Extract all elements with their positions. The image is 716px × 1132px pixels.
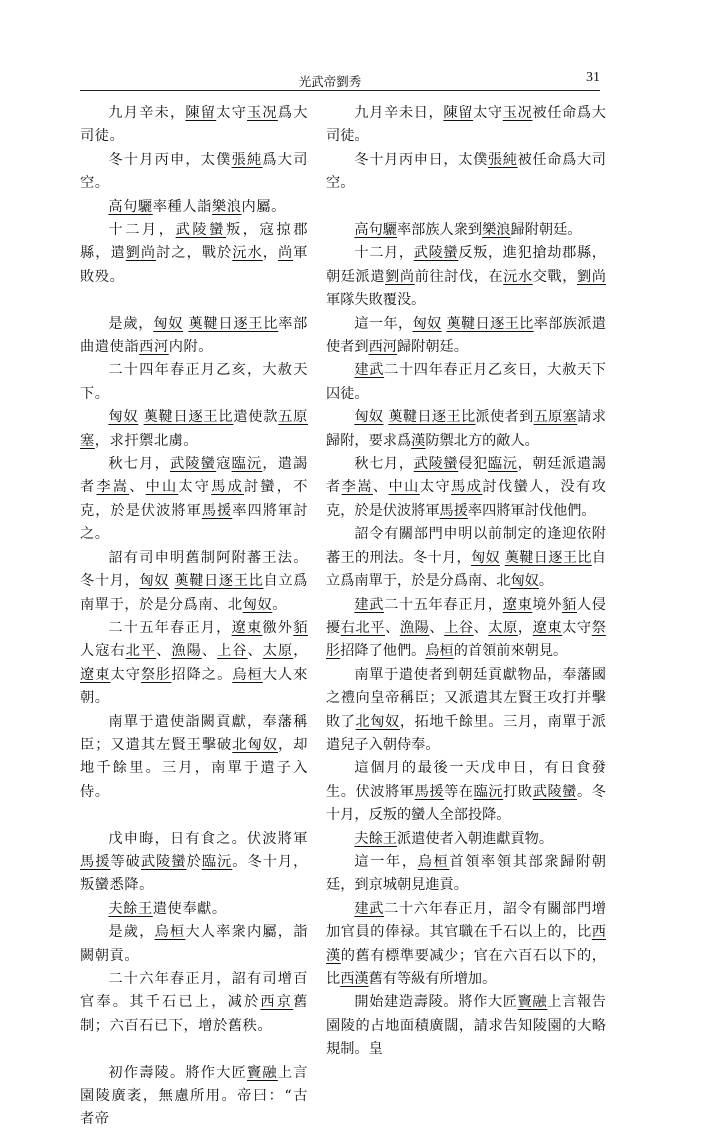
proper-noun: 薁鞬日逐王比 bbox=[188, 315, 279, 332]
proper-noun: 馬援 bbox=[439, 502, 468, 519]
text-run: 舊制；六百石已下，增於舊秩。 bbox=[80, 994, 309, 1034]
text-run: 十二月， bbox=[108, 222, 176, 239]
proper-noun: 遼東 bbox=[502, 596, 533, 613]
proper-noun: 高句驪 bbox=[354, 222, 397, 239]
proper-noun: 玉况 bbox=[502, 105, 533, 121]
proper-noun: 漢 bbox=[411, 432, 426, 449]
proper-noun: 臨沅 bbox=[487, 456, 518, 473]
text-run: 、 bbox=[156, 643, 172, 660]
proper-noun: 夫餘王 bbox=[108, 900, 153, 917]
text-run: 自立爲南單于，於是分爲南、北 bbox=[326, 549, 606, 590]
proper-noun: 馬援 bbox=[201, 502, 233, 519]
text-run: 徼外 bbox=[262, 619, 294, 636]
proper-noun: 武陵蠻 bbox=[169, 456, 217, 473]
text-run: 。冬十月，叛蠻悉降。 bbox=[80, 853, 308, 894]
proper-noun: 武陵蠻 bbox=[413, 456, 459, 473]
proper-noun: 五原塞 bbox=[533, 409, 578, 426]
translation-column bbox=[326, 102, 606, 1062]
classical-text-column bbox=[80, 102, 308, 1132]
text-run: 戊申晦，日有食之。伏波將軍 bbox=[108, 830, 308, 847]
proper-noun: 上谷 bbox=[217, 643, 248, 660]
text-run: 爲大司空。 bbox=[80, 151, 308, 192]
proper-noun: 中山 bbox=[145, 479, 179, 496]
text-run: 等破 bbox=[110, 853, 141, 870]
proper-noun: 匈奴 bbox=[412, 315, 442, 332]
proper-noun: 匈奴 bbox=[242, 596, 273, 613]
proper-noun: 薁鞬日逐王比 bbox=[504, 549, 592, 566]
proper-noun: 遼東 bbox=[532, 619, 563, 636]
text-run: 、 bbox=[429, 619, 445, 636]
text-run: 二十五年春正月， bbox=[384, 596, 503, 613]
proper-noun: 烏桓 bbox=[232, 666, 263, 683]
text-run: 軍隊失敗覆没。 bbox=[326, 292, 426, 309]
proper-noun: 貊 bbox=[562, 596, 577, 613]
text-run: 上言報告園陵的占地面積廣闊，請求告知陵園的大略規制。皇 bbox=[326, 994, 606, 1058]
text-run: 太守 bbox=[473, 105, 503, 121]
text-run: 境外 bbox=[532, 596, 563, 613]
text-run: 的舊有標準要减少；官在六百石以下的，比 bbox=[326, 947, 606, 988]
proper-noun: 劉尚 bbox=[577, 268, 606, 285]
text-run: 、 bbox=[473, 619, 489, 636]
proper-noun: 薁鞬日逐王比 bbox=[143, 409, 234, 426]
proper-noun: 太原 bbox=[488, 619, 518, 636]
proper-noun: 上谷 bbox=[444, 619, 474, 636]
text-run: 這一年， bbox=[354, 315, 413, 332]
text-run: 前往討伐，在 bbox=[414, 268, 504, 285]
text-run: 招降之。 bbox=[171, 666, 233, 683]
paragraph bbox=[326, 149, 606, 196]
paragraph bbox=[326, 219, 606, 242]
text-run: 詔有司申明舊制阿附蕃王法。冬十月， bbox=[80, 549, 308, 590]
text-run: 九月辛未， bbox=[108, 105, 186, 121]
proper-noun: 漁陽 bbox=[171, 643, 202, 660]
paragraph bbox=[80, 898, 308, 921]
paragraph bbox=[80, 921, 308, 968]
proper-noun: 張純 bbox=[231, 151, 263, 168]
text-run: 率四將軍討伐他們。 bbox=[467, 502, 596, 519]
proper-noun: 武陵蠻 bbox=[140, 853, 187, 870]
paragraph bbox=[326, 851, 606, 898]
text-run: 。 bbox=[538, 573, 554, 590]
text-run: 初作壽陵。將作大匠 bbox=[108, 1064, 247, 1081]
text-run: 太守 bbox=[216, 105, 248, 121]
text-run: 招降了他們。 bbox=[340, 643, 426, 660]
text-run: 交戰， bbox=[532, 268, 577, 285]
text-run: 率種人詣 bbox=[152, 198, 212, 215]
paragraph bbox=[326, 991, 606, 1061]
header-rule bbox=[80, 90, 600, 91]
proper-noun: 臨沅 bbox=[201, 853, 233, 870]
text-run: 大人來朝。 bbox=[80, 666, 309, 707]
paragraph bbox=[80, 359, 308, 406]
text-run: 詔令有關部門申明以前制定的逢迎依附蕃王的刑法。冬十月， bbox=[326, 526, 606, 566]
text-run: ，却地千餘里。三月，南單于遣子入侍。 bbox=[80, 736, 308, 800]
text-run: 遣使款 bbox=[233, 409, 279, 426]
proper-noun: 薁鞬日逐王比 bbox=[174, 573, 264, 590]
proper-noun: 竇融 bbox=[247, 1064, 278, 1081]
proper-noun: 建武 bbox=[354, 900, 385, 917]
text-run: 自立爲南單于，於是分爲南、北 bbox=[80, 573, 308, 613]
proper-noun: 樂浪 bbox=[211, 198, 242, 215]
text-run: 侵犯 bbox=[458, 456, 488, 473]
text-run: 是歲， bbox=[108, 315, 154, 332]
text-run: 人侵擾 bbox=[326, 596, 606, 636]
text-run: 的首領前來朝見。 bbox=[453, 643, 568, 660]
paragraph bbox=[326, 898, 606, 992]
paragraph bbox=[80, 968, 308, 1038]
proper-noun: 劉尚 bbox=[125, 245, 157, 262]
text-run: 討伐蠻人，没有攻克，於是伏波將軍 bbox=[326, 479, 606, 519]
paragraph bbox=[326, 359, 606, 406]
text-run: 派使者到 bbox=[475, 409, 534, 426]
proper-noun: 馬援 bbox=[414, 783, 445, 800]
paragraph bbox=[80, 617, 308, 711]
paragraph bbox=[80, 1062, 308, 1132]
text-run: 率四將軍討之。 bbox=[80, 502, 308, 543]
text-run: 被任命爲大司空。 bbox=[326, 151, 606, 192]
text-run: 舊有等級有所增加。 bbox=[368, 971, 497, 988]
proper-noun: 李嵩 bbox=[341, 479, 373, 496]
text-run: 討蠻，不克，於是伏波將軍 bbox=[80, 479, 308, 519]
paragraph bbox=[326, 757, 606, 827]
proper-noun: 西漢 bbox=[326, 924, 606, 964]
proper-noun: 劉尚 bbox=[385, 268, 415, 285]
proper-noun: 匈奴 bbox=[510, 573, 539, 590]
text-run: 率部曲遣使詣 bbox=[80, 315, 308, 356]
proper-noun: 建武 bbox=[354, 362, 385, 379]
proper-noun: 祭肜 bbox=[140, 666, 172, 683]
proper-noun: 西漢 bbox=[340, 971, 369, 988]
text-run: 太守 bbox=[178, 479, 212, 496]
text-run: 、 bbox=[385, 619, 400, 636]
proper-noun: 貊 bbox=[293, 619, 309, 636]
proper-noun: 北匈奴 bbox=[232, 736, 278, 753]
paragraph bbox=[326, 406, 606, 453]
proper-noun: 祭肜 bbox=[326, 619, 606, 660]
text-run: 内屬。 bbox=[241, 198, 286, 215]
text-run: 太守 bbox=[419, 479, 452, 496]
text-run: 二十六年春正月，詔令有關部門增加官員的俸禄。其官職在千石以上的，比 bbox=[326, 900, 606, 941]
text-run: 防禦北方的敵人。 bbox=[425, 432, 539, 449]
text-run: 大人率衆内屬，詣闕朝貢。 bbox=[80, 924, 308, 964]
proper-noun: 西河 bbox=[139, 339, 169, 356]
text-run: ，求扞禦北虜。 bbox=[94, 432, 199, 449]
text-run: 叛，寇掠郡縣，遣 bbox=[80, 222, 308, 262]
text-run: 冬十月丙申日，太僕 bbox=[354, 151, 488, 168]
text-run: 南單于遣使者到朝廷貢獻物品，奉藩國之禮向皇帝稱臣；又派遣其左賢王攻打并擊敗了 bbox=[326, 666, 606, 730]
proper-noun: 北匈奴 bbox=[355, 713, 400, 730]
proper-noun: 武陵蠻 bbox=[532, 783, 577, 800]
proper-noun: 馬成 bbox=[211, 479, 244, 496]
proper-noun: 樂浪 bbox=[482, 222, 511, 239]
paragraph bbox=[80, 453, 308, 547]
text-run: 内附。 bbox=[168, 339, 214, 356]
paragraph bbox=[326, 828, 606, 851]
proper-noun: 匈奴 bbox=[153, 315, 184, 332]
text-run: 打敗 bbox=[503, 783, 533, 800]
proper-noun: 馬成 bbox=[451, 479, 483, 496]
text-run: 軍敗殁。 bbox=[80, 245, 308, 285]
text-run: 這個月的最後一天戊申日，有日食發生。伏波將軍 bbox=[326, 760, 606, 800]
running-title: 光武帝劉秀 bbox=[298, 74, 362, 89]
paragraph bbox=[80, 711, 308, 805]
proper-noun: 西京 bbox=[260, 994, 294, 1011]
paragraph bbox=[80, 219, 308, 289]
text-run: 太守 bbox=[562, 619, 592, 636]
text-run: 首領率領其部衆歸附朝廷，到京城朝見進貢。 bbox=[326, 853, 606, 894]
paragraph bbox=[326, 102, 606, 149]
proper-noun: 馬援 bbox=[80, 853, 111, 870]
proper-noun: 右北平 bbox=[340, 619, 386, 636]
proper-noun: 竇融 bbox=[517, 994, 548, 1011]
proper-noun: 沅水 bbox=[232, 245, 263, 262]
proper-noun: 武陵蠻 bbox=[413, 245, 459, 262]
proper-noun: 薁鞬日逐王比 bbox=[388, 409, 476, 426]
text-run: 二十五年春正月， bbox=[108, 619, 232, 636]
text-run: 、 bbox=[247, 643, 263, 660]
proper-noun: 匈奴 bbox=[354, 409, 384, 426]
proper-noun: 中山 bbox=[388, 479, 420, 496]
text-run: 等在 bbox=[444, 783, 474, 800]
text-run: 人寇右 bbox=[80, 643, 126, 660]
text-run: ， bbox=[262, 245, 278, 262]
proper-noun: 臨沅 bbox=[473, 783, 504, 800]
text-run: ， bbox=[517, 619, 533, 636]
text-run: 、 bbox=[201, 643, 218, 660]
paragraph bbox=[80, 313, 308, 360]
text-run: 歸附朝廷。 bbox=[396, 339, 468, 356]
text-run: 率部族派遣使者到 bbox=[326, 315, 606, 356]
text-run: 、 bbox=[372, 479, 389, 496]
proper-noun: 高句驪 bbox=[108, 198, 153, 215]
proper-noun: 臨沅 bbox=[231, 456, 263, 473]
text-run: 率部族人衆到 bbox=[396, 222, 483, 239]
proper-noun: 沅水 bbox=[503, 268, 533, 285]
text-run: 這一年， bbox=[354, 853, 418, 870]
proper-noun: 夫餘王 bbox=[354, 830, 397, 847]
text-run: 九月辛未日， bbox=[354, 105, 444, 121]
paragraph bbox=[326, 313, 606, 360]
text-run: 。冬十月，反叛的蠻人全部投降。 bbox=[326, 783, 606, 824]
proper-noun: 玉况 bbox=[247, 105, 278, 121]
paragraph bbox=[326, 453, 606, 523]
proper-noun: 烏桓 bbox=[154, 924, 186, 941]
proper-noun: 五原塞 bbox=[80, 409, 308, 449]
text-run: ，拓地千餘里。三月，南單于派遣兒子入朝侍奉。 bbox=[326, 713, 606, 753]
proper-noun: 西河 bbox=[368, 339, 397, 356]
text-run: 寇 bbox=[216, 456, 232, 473]
text-run: ，遣謁者 bbox=[80, 456, 308, 496]
proper-noun: 尚 bbox=[277, 245, 294, 262]
text-run: 冬十月丙申，太僕 bbox=[108, 151, 232, 168]
proper-noun: 漁陽 bbox=[399, 619, 430, 636]
paragraph bbox=[80, 196, 308, 219]
paragraph bbox=[326, 594, 606, 664]
proper-noun: 太原 bbox=[262, 643, 294, 660]
text-run: 派遣使者入朝進獻貢物。 bbox=[396, 830, 554, 847]
paragraph bbox=[326, 242, 606, 312]
text-run: 歸附朝廷。 bbox=[510, 222, 582, 239]
text-run: 二十六年春正月，詔有司增百官奉。其千石已上，减於 bbox=[80, 971, 308, 1011]
proper-noun: 烏桓 bbox=[425, 643, 454, 660]
paragraph bbox=[80, 828, 308, 898]
text-run: 於 bbox=[186, 853, 202, 870]
text-run: 秋七月， bbox=[108, 456, 170, 473]
proper-noun: 陳留 bbox=[443, 105, 474, 121]
paragraph bbox=[326, 664, 606, 758]
proper-noun: 匈奴 bbox=[108, 409, 139, 426]
text-run: 二十四年春正月乙亥，大赦天下。 bbox=[80, 362, 308, 402]
text-run: 上言園陵廣袤，無慮所用。帝曰：“古者帝 bbox=[80, 1064, 309, 1128]
page-number: 31 bbox=[586, 70, 600, 85]
text-run: 遣使奉獻。 bbox=[152, 900, 227, 917]
text-run: ，朝廷派遣謁者 bbox=[326, 456, 606, 496]
paragraph bbox=[80, 406, 308, 453]
proper-noun: 張純 bbox=[487, 151, 518, 168]
text-run: 請求歸附，要求爲 bbox=[326, 409, 606, 449]
text-run: 、 bbox=[129, 479, 146, 496]
running-header bbox=[80, 66, 600, 90]
paragraph bbox=[80, 102, 308, 149]
text-run: 爲大司徒。 bbox=[80, 105, 309, 145]
text-run: 討之，戰於 bbox=[156, 245, 233, 262]
proper-noun: 陳留 bbox=[185, 105, 217, 121]
text-run: 南單于遣使詣闕貢獻，奉藩稱臣；又遣其左賢王擊破 bbox=[80, 713, 308, 753]
text-run: 被任命爲大司徒。 bbox=[326, 105, 606, 145]
text-run: 。 bbox=[272, 596, 288, 613]
paragraph bbox=[80, 149, 308, 196]
proper-noun: 匈奴 bbox=[470, 549, 500, 566]
paragraph bbox=[326, 523, 606, 593]
text-run: 太守 bbox=[110, 666, 141, 683]
proper-noun: 遼東 bbox=[231, 619, 263, 636]
proper-noun: 匈奴 bbox=[139, 573, 170, 590]
proper-noun: 遼東 bbox=[80, 666, 111, 683]
text-run: ， bbox=[293, 643, 308, 660]
text-run: 十二月， bbox=[354, 245, 414, 262]
paragraph bbox=[80, 547, 308, 617]
proper-noun: 建武 bbox=[354, 596, 385, 613]
proper-noun: 薁鞬日逐王比 bbox=[446, 315, 534, 332]
proper-noun: 北平 bbox=[125, 643, 157, 660]
text-run: 是歲， bbox=[108, 924, 155, 941]
proper-noun: 烏桓 bbox=[417, 853, 450, 870]
proper-noun: 李嵩 bbox=[96, 479, 130, 496]
text-run: 秋七月， bbox=[354, 456, 414, 473]
text-run: 二十四年春正月乙亥日，大赦天下囚徒。 bbox=[326, 362, 606, 402]
proper-noun: 武陵蠻 bbox=[175, 222, 226, 239]
text-run: 反叛，進犯搶劫郡縣，朝廷派遣 bbox=[326, 245, 606, 285]
text-run: 開始建造壽陵。將作大匠 bbox=[354, 994, 518, 1011]
